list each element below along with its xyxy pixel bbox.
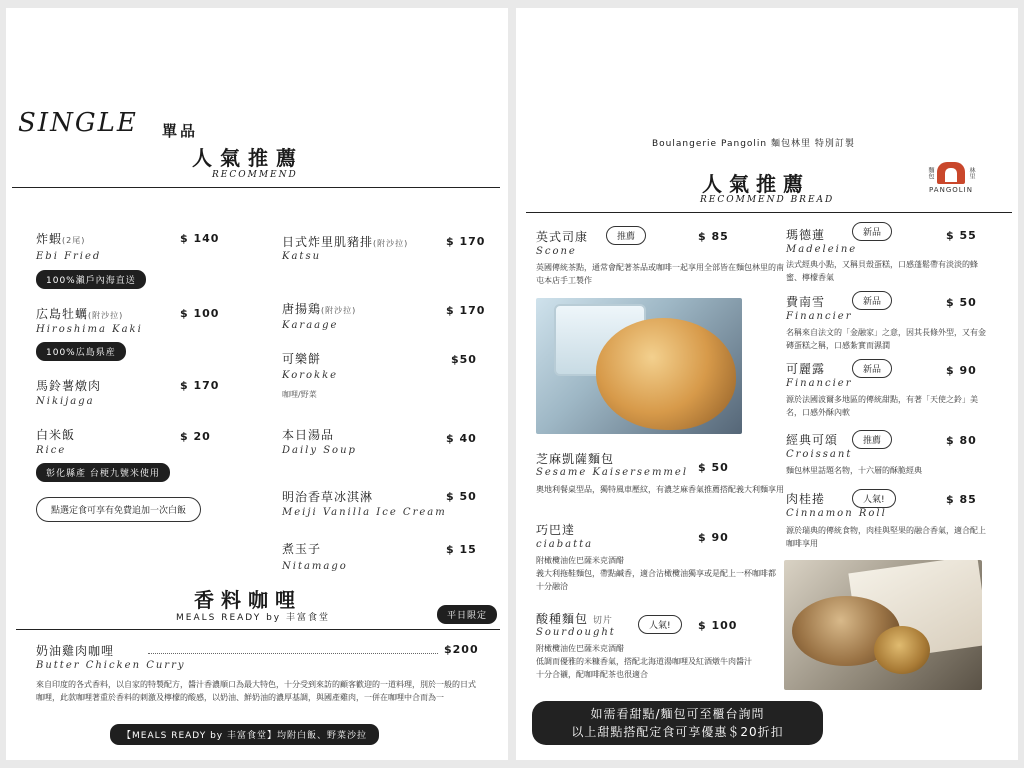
popular-badge: 人氣! — [852, 489, 896, 508]
menu-item-name: 可樂餅 — [282, 352, 322, 366]
menu-item-desc: 奧地利餐桌型品，獨特風車壓紋，有濃芝麻香氣推薦搭配義大利麵享用 — [536, 485, 784, 494]
section-title-en: RECOMMEND — [212, 170, 298, 180]
curry-title-en: MEALS READY by 丰富食堂 — [176, 613, 330, 623]
menu-item-sub: 咖哩/野菜 — [282, 390, 317, 399]
curry-title-cn: 香料咖哩 — [194, 588, 302, 612]
menu-item-en: Sourdought — [536, 627, 616, 638]
menu-item-en: Meiji Vanilla Ice Cream — [282, 507, 447, 518]
curry-description: 來自印度的各式香料，以自家的特製配方，醬汁香濃順口為最大特色，十分受到來訪的顧客歡迎的一道料理，別於一般的日式咖哩，此款咖哩著重於香料的刺激及檸檬的酸感，以奶油、鮮奶油的濃厚基調，與國產雞肉，一併在咖哩中合而為一 — [36, 680, 476, 702]
menu-item-en: Karaage — [282, 320, 339, 331]
menu-item-price: $ 170 — [446, 304, 486, 317]
menu-item-price: $ 100 — [180, 307, 220, 320]
menu-item-price: $ 100 — [698, 619, 738, 632]
menu-item-name: 巧巴達 — [536, 523, 576, 537]
menu-item-name: 本日湯品 — [282, 428, 335, 442]
divider — [16, 629, 500, 630]
menu-item-en: Cinnamon Roll — [786, 508, 887, 519]
menu-item-price: $200 — [444, 643, 479, 656]
origin-badge: 100%広島県産 — [36, 342, 126, 361]
menu-item-desc: 附橄欖油佐巴薩米克酒醋 義大利拖鞋麵包，帶點鹹香，適合沾橄欖油獨享或是配上一杯咖啡都十分融洽 — [536, 556, 776, 591]
menu-item-price: $ 90 — [698, 531, 729, 544]
pangolin-logo: 麵包 林里 PANGOLIN — [926, 160, 976, 194]
menu-item-en: Hiroshima Kaki — [36, 324, 143, 335]
menu-item-name: 炸蝦(2尾) — [36, 232, 86, 246]
menu-item-price: $ 140 — [180, 232, 220, 245]
dot-leader — [148, 653, 438, 654]
menu-item-desc: 源於法國波爾多地區的傳統甜點，有著「天使之鈴」美名，口感外酥內軟 — [786, 395, 978, 417]
menu-item-name: 日式炸里肌豬排(附沙拉) — [282, 235, 409, 249]
menu-item-name: 酸種麵包 切片 — [536, 612, 613, 626]
menu-item-en: Ebi Fried — [36, 251, 102, 262]
menu-item-desc: 名稱來自法文的「金融家」之意，因其長條外型，又有金磚蛋糕之稱，口感紮實而濕潤 — [786, 328, 986, 350]
menu-item-price: $ 50 — [446, 490, 477, 503]
new-badge: 新品 — [852, 359, 892, 378]
new-badge: 新品 — [852, 291, 892, 310]
dessert-discount-banner: 如需看甜點/麵包可至櫃台詢問 以上甜點搭配定食可享優惠＄20折扣 — [532, 701, 823, 745]
menu-item-price: $ 80 — [946, 434, 977, 447]
menu-item-name: 広島牡蠣(附沙拉) — [36, 307, 124, 321]
menu-item-name: 奶油雞肉咖哩 — [36, 644, 115, 658]
roll-icon — [874, 626, 930, 674]
menu-item-en: Financier — [786, 311, 853, 322]
menu-item-en: Madeleine — [786, 244, 858, 255]
menu-item-en: Scone — [536, 246, 577, 257]
scone-icon — [596, 318, 736, 430]
menu-item-name: 煮玉子 — [282, 542, 322, 556]
menu-item-price: $ 55 — [946, 229, 977, 242]
menu-item-price: $50 — [451, 353, 477, 366]
menu-item-name: 明治香草冰淇淋 — [282, 490, 374, 504]
section-title-cn: 人氣推薦 — [192, 146, 304, 170]
menu-item-name: 馬鈴薯燉肉 — [36, 379, 102, 393]
menu-item-name: 英式司康 — [536, 230, 589, 244]
menu-item-desc: 法式經典小點，又稱貝殼蛋糕，口感蓬鬆帶有淡淡的蜂蜜、檸檬香氣 — [786, 260, 978, 282]
divider — [12, 187, 500, 188]
menu-item-price: $ 170 — [180, 379, 220, 392]
menu-item-price: $ 40 — [446, 432, 477, 445]
sourdough-photo — [784, 560, 982, 690]
menu-item-name: 唐揚鶏(附沙拉) — [282, 302, 357, 316]
divider — [526, 212, 1012, 213]
menu-item-en: Butter Chicken Curry — [36, 660, 186, 671]
menu-item-name: 經典可頌 — [786, 433, 839, 447]
page-title-cn: 單品 — [162, 122, 199, 140]
menu-item-en: Katsu — [282, 251, 322, 262]
menu-item-en: Rice — [36, 445, 67, 456]
scone-photo — [536, 298, 742, 434]
menu-item-en: Nitamago — [282, 561, 348, 572]
menu-item-name: 芝麻凱薩麵包 — [536, 452, 615, 466]
menu-item-en: Korokke — [282, 370, 339, 381]
menu-item-desc: 英國傳統茶點，通常會配著茶品或咖啡一起享用全部皆在麵包林里的南屯本店手工製作 — [536, 263, 784, 285]
menu-item-price: $ 50 — [946, 296, 977, 309]
menu-item-desc: 附橄欖油佐巴薩米克酒醋 低調而優雅的米糠香氣，搭配北海道湯咖哩及紅酒燉牛肉醬汁十分合襯，配咖啡配茶也很適合 — [536, 644, 752, 679]
recommend-badge: 推薦 — [606, 226, 646, 245]
menu-item-price: $ 90 — [946, 364, 977, 377]
menu-item-en: ciabatta — [536, 539, 594, 550]
section-title-cn: 人氣推薦 — [702, 172, 810, 196]
bakery-header: Boulangerie Pangolin 麵包林里 特別訂製 — [652, 139, 855, 149]
menu-item-name: 可麗露 — [786, 362, 826, 376]
menu-item-en: Daily Soup — [282, 445, 357, 456]
menu-page-left — [6, 8, 508, 760]
section-title-en: RECOMMEND BREAD — [700, 195, 835, 205]
page-title-en: SINGLE — [18, 108, 138, 138]
menu-item-desc: 源於瑞典的傳統食物，肉桂與堅果的融合香氣，適合配上咖啡享用 — [786, 526, 986, 548]
menu-item-name: 白米飯 — [36, 428, 76, 442]
menu-item-en: Nikijaga — [36, 396, 95, 407]
menu-item-en: Croissant — [786, 449, 853, 460]
menu-item-price: $ 170 — [446, 235, 486, 248]
menu-item-en: Financier — [786, 378, 853, 389]
origin-badge: 100%瀨戶內海直送 — [36, 270, 146, 289]
popular-badge: 人氣! — [638, 615, 682, 634]
menu-page-right — [516, 8, 1018, 760]
new-badge: 新品 — [852, 222, 892, 241]
menu-item-desc: 麵包林里話題名物，十六層的酥脆經典 — [786, 466, 922, 475]
menu-item-price: $ 85 — [698, 230, 729, 243]
menu-item-price: $ 50 — [698, 461, 729, 474]
menu-item-name: 肉桂捲 — [786, 492, 826, 506]
curry-footer-note: 【MEALS READY by 丰富食堂】均附白飯、野菜沙拉 — [110, 724, 379, 745]
menu-item-price: $ 15 — [446, 543, 477, 556]
weekday-badge: 平日限定 — [437, 605, 497, 624]
menu-item-name: 瑪德蓮 — [786, 228, 826, 242]
recommend-badge: 推薦 — [852, 430, 892, 449]
menu-item-price: $ 85 — [946, 493, 977, 506]
free-rice-note: 點選定食可享有免費追加一次白飯 — [36, 497, 201, 522]
menu-item-price: $ 20 — [180, 430, 211, 443]
menu-item-name: 費南雪 — [786, 295, 826, 309]
origin-badge: 彰化縣產 台梗九號米使用 — [36, 463, 170, 482]
bread-logo-icon — [937, 162, 965, 184]
menu-item-en: Sesame Kaisersemmel — [536, 467, 689, 478]
